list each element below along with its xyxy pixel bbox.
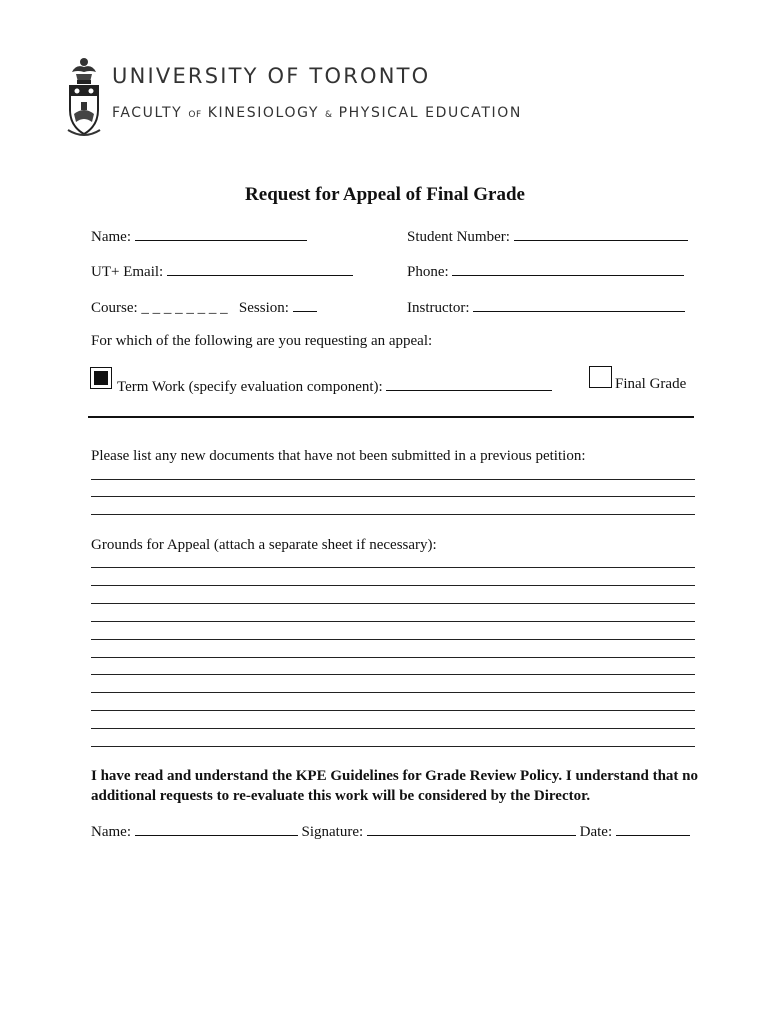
grounds-line[interactable] bbox=[91, 657, 695, 658]
grounds-line[interactable] bbox=[91, 639, 695, 640]
instructor-field[interactable] bbox=[473, 297, 685, 312]
term-work-label: Term Work (specify evaluation component): bbox=[117, 379, 383, 395]
session-label: Session: bbox=[238, 300, 289, 316]
student-number-label: Student Number: bbox=[407, 229, 510, 245]
documents-prompt: Please list any new documents that have not been submitted in a previous petition: bbox=[91, 448, 586, 464]
grounds-line[interactable] bbox=[91, 603, 695, 604]
final-grade-checkbox[interactable] bbox=[589, 366, 612, 388]
name-field[interactable] bbox=[135, 226, 307, 241]
signature-field[interactable] bbox=[367, 821, 576, 836]
faculty-physical-education: PHYSICAL EDUCATION bbox=[338, 105, 522, 121]
course-row bbox=[91, 297, 317, 317]
grounds-line[interactable] bbox=[91, 710, 695, 711]
instructor-label: Instructor: bbox=[407, 300, 470, 316]
faculty-word: FACULTY bbox=[112, 105, 183, 121]
faculty-of: OF bbox=[188, 110, 202, 120]
grounds-line[interactable] bbox=[91, 692, 695, 693]
term-work-row bbox=[117, 376, 552, 396]
documents-line[interactable] bbox=[91, 496, 695, 497]
signature-label: Signature: bbox=[301, 824, 364, 840]
name-row bbox=[91, 226, 307, 246]
grounds-line[interactable] bbox=[91, 674, 695, 675]
signature-row bbox=[91, 821, 690, 841]
instructor-row bbox=[407, 297, 685, 317]
email-label: UT+ Email: bbox=[91, 264, 164, 280]
phone-row bbox=[407, 261, 684, 281]
student-number-field[interactable] bbox=[514, 226, 688, 241]
faculty-name bbox=[112, 105, 522, 121]
student-number-row bbox=[407, 226, 688, 246]
section-divider bbox=[88, 416, 694, 418]
phone-field[interactable] bbox=[452, 261, 684, 276]
course-field[interactable]: _ _ _ _ _ _ _ _ bbox=[141, 300, 228, 316]
grounds-line[interactable] bbox=[91, 728, 695, 729]
email-row bbox=[91, 261, 353, 281]
grounds-line[interactable] bbox=[91, 585, 695, 586]
grounds-line[interactable] bbox=[91, 746, 695, 747]
final-grade-label: Final Grade bbox=[615, 376, 687, 392]
documents-line[interactable] bbox=[91, 514, 695, 515]
grounds-line[interactable] bbox=[91, 621, 695, 622]
term-work-checkbox[interactable] bbox=[90, 367, 112, 389]
session-field[interactable] bbox=[293, 297, 317, 312]
phone-label: Phone: bbox=[407, 264, 449, 280]
date-label: Date: bbox=[579, 824, 613, 840]
faculty-ampersand: & bbox=[325, 110, 333, 120]
documents-line[interactable] bbox=[91, 479, 695, 480]
term-work-field[interactable] bbox=[386, 376, 552, 391]
university-crest-icon bbox=[64, 56, 104, 140]
form-title: Request for Appeal of Final Grade bbox=[245, 184, 525, 205]
university-name: UNIVERSITY OF TORONTO bbox=[112, 64, 431, 88]
course-label: Course: bbox=[91, 300, 138, 316]
email-field[interactable] bbox=[167, 261, 353, 276]
appeal-question: For which of the following are you requesting an appeal: bbox=[91, 333, 433, 349]
date-field[interactable] bbox=[616, 821, 690, 836]
declaration-text: I have read and understand the KPE Guidelines for Grade Review Policy. I understand that no additional requests to re-evaluate this work will be considered by the Director. bbox=[91, 768, 699, 804]
sign-name-field[interactable] bbox=[135, 821, 298, 836]
sign-name-label: Name: bbox=[91, 824, 131, 840]
faculty-kinesiology: KINESIOLOGY bbox=[207, 105, 319, 121]
grounds-prompt: Grounds for Appeal (attach a separate sheet if necessary): bbox=[91, 537, 437, 553]
name-label: Name: bbox=[91, 229, 131, 245]
grounds-line[interactable] bbox=[91, 567, 695, 568]
